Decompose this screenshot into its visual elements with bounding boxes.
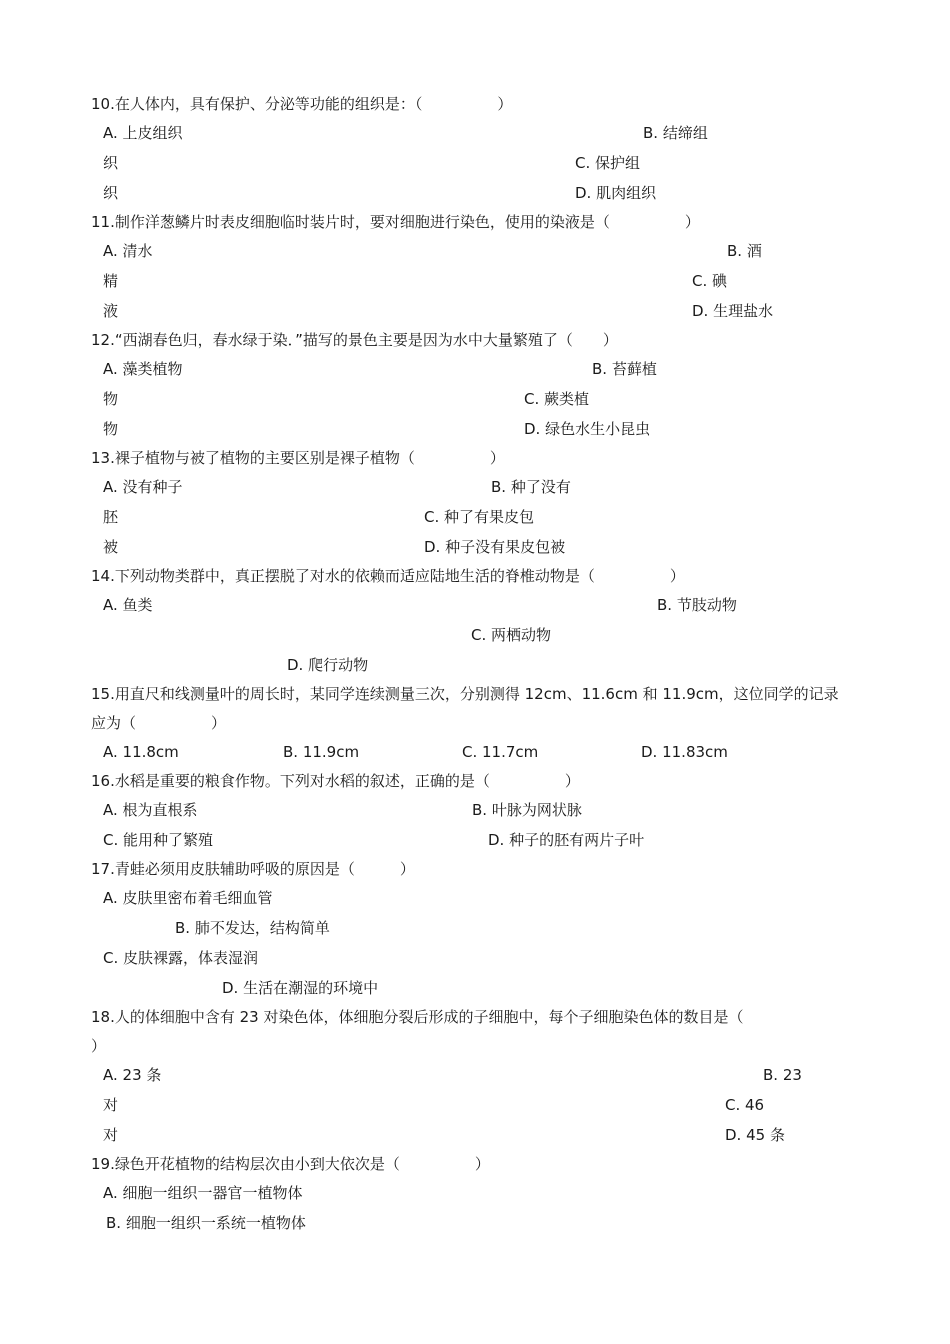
question-12-stem: 12.“西湖春色归，春水绿于染．”描写的景色主要是因为水中大量繁殖了（ ） <box>91 331 618 349</box>
q12-option-d: D. 绿色水生小昆虫 <box>524 420 651 438</box>
q10-option-b: B. 结缔组 <box>643 124 708 142</box>
question-19-stem: 19.绿色开花植物的结构层次由小到大依次是（ ） <box>91 1155 490 1173</box>
q14-option-a: A. 鱼类 <box>103 596 153 614</box>
q13-option-a: A. 没有种子 <box>103 478 183 496</box>
q16-option-d: D. 种子的胚有两片子叶 <box>488 831 645 849</box>
q17-option-d: D. 生活在潮湿的环境中 <box>222 979 379 997</box>
q12-wrap-text: 物 <box>103 390 119 408</box>
q13-wrap-text: 被 <box>103 538 119 556</box>
q12-option-b: B. 苔藓植 <box>592 360 657 378</box>
q11-option-b: B. 酒 <box>727 242 762 260</box>
q15-option-c: C. 11.7cm <box>462 743 539 761</box>
q14-option-b: B. 节肢动物 <box>657 596 737 614</box>
q10-option-c: C. 保护组 <box>575 154 641 172</box>
q16-option-c: C. 能用种了繁殖 <box>103 831 214 849</box>
q19-option-a: A. 细胞一组织一器官一植物体 <box>103 1184 303 1202</box>
q17-option-b: B. 肺不发达，结构简单 <box>175 919 330 937</box>
question-18-stem: 18.人的体细胞中含有 23 对染色体，体细胞分裂后形成的子细胞中，每个子细胞染色体的数目是（ <box>91 1008 744 1026</box>
q18-wrap-text: 对 <box>103 1096 119 1114</box>
q15-option-d: D. 11.83cm <box>641 743 728 761</box>
question-15-stem-cont: 应为（ ） <box>91 714 227 732</box>
question-14-stem: 14.下列动物类群中，真正摆脱了对水的依赖而适应陆地生活的脊椎动物是（ ） <box>91 567 685 585</box>
q10-wrap-text: 织 <box>103 154 119 172</box>
question-11-stem: 11.制作洋葱鳞片时表皮细胞临时装片时，要对细胞进行染色，使用的染液是（ ） <box>91 213 700 231</box>
q13-option-d: D. 种子没有果皮包被 <box>424 538 566 556</box>
q12-wrap-text: 物 <box>103 420 119 438</box>
q11-wrap-text: 精 <box>103 272 119 290</box>
q15-option-b: B. 11.9cm <box>283 743 360 761</box>
q12-option-c: C. 蕨类植 <box>524 390 590 408</box>
q10-wrap-text: 织 <box>103 184 119 202</box>
q10-option-d: D. 肌肉组织 <box>575 184 657 202</box>
question-13-stem: 13.裸子植物与被了植物的主要区别是裸子植物（ ） <box>91 449 505 467</box>
q18-option-b: B. 23 <box>763 1066 802 1084</box>
question-10-stem: 10.在人体内，具有保护、分泌等功能的组织是：（ ） <box>91 95 513 113</box>
q14-option-c: C. 两栖动物 <box>471 626 552 644</box>
q13-wrap-text: 胚 <box>103 508 119 526</box>
q16-option-a: A. 根为直根系 <box>103 801 198 819</box>
q11-option-a: A. 清水 <box>103 242 153 260</box>
q15-option-a: A. 11.8cm <box>103 743 179 761</box>
q18-option-c: C. 46 <box>725 1096 765 1114</box>
q11-option-d: D. 生理盐水 <box>692 302 774 320</box>
q17-option-a: A. 皮肤里密布着毛细血管 <box>103 889 273 907</box>
q18-option-a: A. 23 条 <box>103 1066 162 1084</box>
q14-option-d: D. 爬行动物 <box>287 656 369 674</box>
question-17-stem: 17.青蛙必须用皮肤辅助呼吸的原因是（ ） <box>91 860 415 878</box>
q18-wrap-text: 对 <box>103 1126 119 1144</box>
q16-option-b: B. 叶脉为网状脉 <box>472 801 582 819</box>
q11-option-c: C. 碘 <box>692 272 728 290</box>
question-16-stem: 16.水稻是重要的粮食作物。下列对水稻的叙述，正确的是（ ） <box>91 772 580 790</box>
q18-option-d: D. 45 条 <box>725 1126 785 1144</box>
q10-option-a: A. 上皮组织 <box>103 124 183 142</box>
q13-option-c: C. 种了有果皮包 <box>424 508 535 526</box>
question-15-stem: 15.用直尺和线测量叶的周长时，某同学连续测量三次，分别测得 12cm、11.6cm 和 11.9cm，这位同学的记录 <box>91 685 839 703</box>
q12-option-a: A. 藻类植物 <box>103 360 183 378</box>
question-18-stem-cont: ） <box>91 1037 107 1055</box>
q11-wrap-text: 液 <box>103 302 119 320</box>
q13-option-b: B. 种了没有 <box>491 478 571 496</box>
q19-option-b: B. 细胞一组织一系统一植物体 <box>106 1214 306 1232</box>
q17-option-c: C. 皮肤裸露，体表湿润 <box>103 949 259 967</box>
